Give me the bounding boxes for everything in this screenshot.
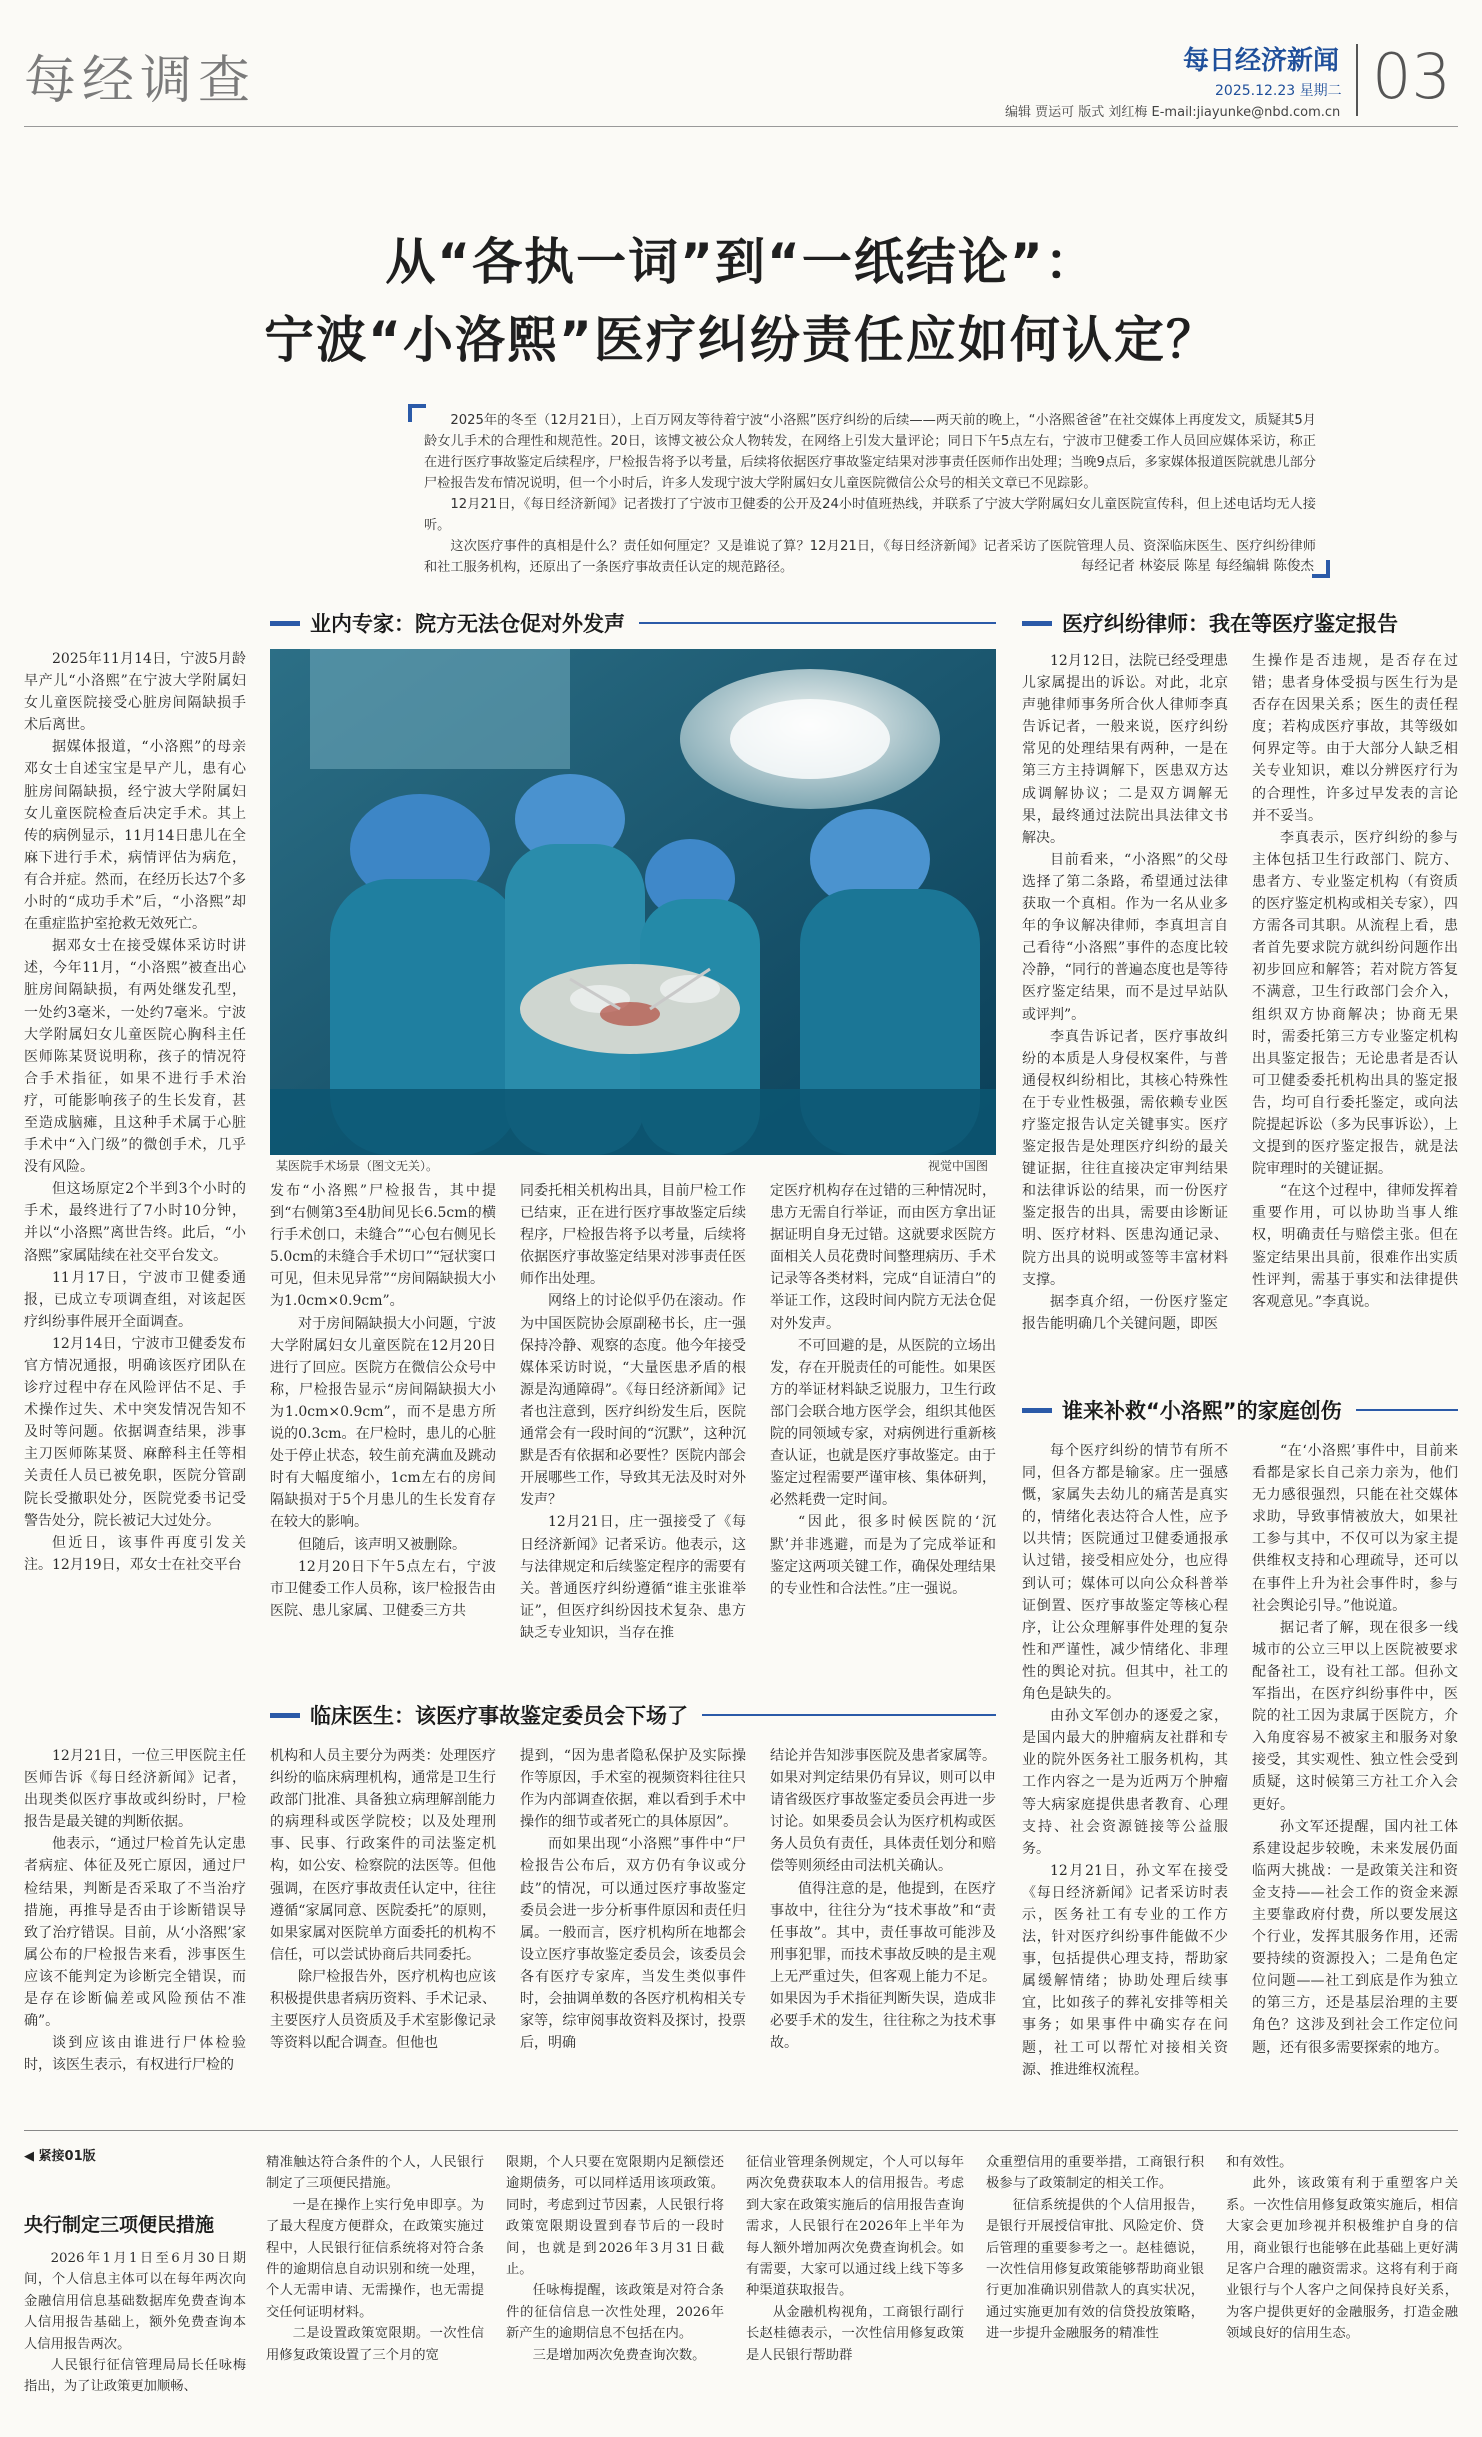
lead-box [408,404,1330,578]
lead-text [424,410,1316,578]
paragraph: 提到，“因为患者隐私保护及实际操作等原因，手术室的视频资料往往只作为内部调查依据，难以看到手术中操作的细节或者死亡的具体原因”。 [520,1748,746,1831]
header-divider [1356,44,1358,116]
paragraph: 但随后，该声明又被删除。 [298,1536,466,1553]
paragraph: 12月21日，孙文军在接受《每日经济新闻》记者采访时表示，医务社工有专业的工作方法，针对医疗纠纷事件能做不少事，包括提供心理支持，帮助家属缓解情绪；协助处理后续事宜，比如孩子的葬礼安排等相关事务；如果事件中确实存在问题，社工可以帮忙对接相关资源、推进维权流程。 [1022,1862,1228,2078]
paragraph: 每个医疗纠纷的情节有所不同，但各方都是输家。庄一强感慨，家属失去幼儿的痛苦是真实的，情绪化表达符合人性，应予以共情；医院通过卫健委通报承认过错，接受相应处分，也应得到认可；媒体可以向公众科普举证倒置、医疗事故鉴定等核心程序，让公众理解事件处理的复杂性和严谨性，减少情绪化、非理性的舆论对抗。但其中，社工的角色是缺失的。 [1022,1443,1228,1703]
heading-bar [270,1713,300,1718]
bottom-column-1 [24,2248,246,2434]
paragraph: 而如果出现“小洛熙”事件中“尸检报告公布后，双方仍有争议或分歧”的情况，可以通过医疗事故鉴定委员会进一步分析事件原因和责任归属。一般而言，医疗机构所在地都会设立医疗事故鉴定委员会，该委员会各有医疗专家库，当发生类似事件时，会抽调单数的各医疗机构相关专家等，综审阅事故资料及探讨，投票后，明确 [520,1836,746,2052]
paragraph: 李真表示，医疗纠纷的参与主体包括卫生行政部门、院方、患者方、专业鉴定机构（有资质的医疗鉴定机构或相关专家），四方需各司其职。从流程上看，患者首先要求院方就纠纷问题作出初步回应和解答；若对院方答复不满意，卫生行政部门会介入，组织双方协商解决；协商无果时，需委托第三方专业鉴定机构出具鉴定报告；无论患者是否认可卫健委委托机构出具的鉴定报告，均可自行委托鉴定，或向法院提起诉讼（多为民事诉讼），上文提到的医疗鉴定报告，就是法院审理时的关键证据。 [1252,829,1458,1178]
paragraph: 目前看来，“小洛熙”的父母选择了第二条路，希望通过法律获取一个真相。作为一名从业多年的争议解决律师，李真坦言自己看待“小洛熙”事件的态度比较冷静，“同行的普遍态度也是等待医疗鉴定结果，而不是过早站队或评判”。 [1022,851,1228,1023]
paragraph: 谈到应该由谁进行尸体检验时，该医生表示，有权进行尸检的 [24,2035,246,2074]
byline: 每经记者 林姿辰 陈星 每经编辑 陈俊杰 [1080,558,1314,574]
article-column-2 [270,1180,496,1664]
paragraph: 12月21日，一位三甲医院主任医师告诉《每日经济新闻》记者，出现类似医疗事故或纠纷时，尸检报告是最关键的判断依据。 [24,1748,246,1831]
headline-line-1: 从“各执一词”到“一纸结论”： [385,233,1097,291]
continued-from-marker: ◀ 紧接01版 [24,2149,96,2164]
bottom-column-5 [986,2152,1204,2434]
lead-paragraph: 2025年的冬至（12月21日），上百万网友等待着宁波“小洛熙”医疗纠纷的后续——两天前的晚上，“小洛熙爸爸”在社交媒体上再度发文，质疑其5月龄女儿手术的合理性和规范性。20日，该博文被公众人物转发，在网络上引发大量评论；同日下午5点左右，宁波市卫健委工作人员回应媒体采访，称正在进行医疗事故鉴定后续程序，尸检报告将予以考量，后续将依据医疗事故鉴定结果对涉事责任医师作出处理；当晚9点后，多家媒体报道医院就患儿部分尸检报告发布情况说明，但一个小时后，许多人发现宁波大学附属妇女儿童医院微信公众号的相关文章已不见踪影。 [424,413,1316,491]
surgery-scene-illustration [270,649,996,1155]
paragraph: 12月12日，法院已经受理患儿家属提出的诉讼。对此，北京声驰律师事务所合伙人律师李真告诉记者，一般来说，医疗纠纷常见的处理结果有两种，一是在第三方主持调解下，医患双方达成调解协议；二是双方调解无果，最终通过法院出具法律文书解决。 [1022,653,1228,846]
paragraph: 三是增加两次免费查询次数。 [532,2347,706,2363]
paragraph: “在‘小洛熙’事件中，目前来看都是家长自己亲力亲为，他们无力感很强烈，只能在社交媒体求助，导致事情被放大，如果社工参与其中，不仅可以为家主提供维权支持和心理疏导，还可以在事件上升为社会事件时，参与社会舆论引导。”他说道。 [1252,1443,1458,1614]
paragraph: 生操作是否违规，是否存在过错；患者身体受损与医生行为是否存在因果关系；医生的责任程度；若构成医疗事故，其等级如何界定等。由于大部分人缺乏相关专业知识，难以分辨医疗行为的合理性，许多过早发表的言论并不妥当。 [1252,653,1458,824]
article-column-8 [770,1745,996,2117]
lead-paragraph: 这次医疗事件的真相是什么？责任如何厘定？又是谁说了算？12月21日，《每日经济新闻》记者采访了医院管理人员、资深临床医生、医疗纠纷律师和社工服务机构，还原出了一条医疗事故责任认定的规范路径。 [424,539,1316,575]
article-column-4 [770,1180,996,1664]
section-heading-expert [270,608,996,638]
article-column-3 [520,1180,746,1664]
section-heading-lawyer [1022,608,1458,638]
heading-bar [1022,621,1052,626]
headline-line-2: 宁波“小洛熙”医疗纠纷责任应如何认定？ [264,311,1218,369]
paragraph: 网络上的讨论似乎仍在滚动。作为中国医院协会原副秘书长，庄一强保持冷静、观察的态度。他今年接受媒体采访时说，“大量医患矛盾的根源是沟通障碍”。《每日经济新闻》记者也注意到，医疗纠纷发生后，医院通常会有一段时间的“沉默”，这种沉默是否有依据和必要性？医院内部会开展哪些工作，导致其无法及时对外发声？ [520,1293,746,1509]
lead-paragraph: 12月21日，《每日经济新闻》记者拨打了宁波市卫健委的公开及24小时值班热线，并联系了宁波大学附属妇女儿童医院宣传科，但上述电话均无人接听。 [424,497,1316,533]
paragraph: 一是在操作上实行免申即享。为了最大程度方便群众，在政策实施过程中，人民银行征信系统将对符合条件的逾期信息自动识别和统一处理，个人无需申请、无需操作，也无需提交任何证明材料。 [266,2197,484,2320]
bottom-column-6 [1226,2152,1458,2434]
paragraph: 不可回避的是，从医院的立场出发，存在开脱责任的可能性。如果医方的举证材料缺乏说服力，卫生行政部门会联合地方医学会，组织其他医院的同领域专家，对病例进行重新核查认证，也就是医疗事故鉴定。由于鉴定过程需要严谨审核、集体研判，必然耗费一定时间。 [770,1337,996,1509]
section-heading-text: 医疗纠纷律师：我在等医疗鉴定报告 [1062,612,1398,636]
paragraph: 人民银行征信管理局局长任咏梅指出，为了让政策更加顺畅、 [24,2358,246,2395]
paragraph: 但近日，该事件再度引发关注。12月19日，邓女士在社交平台 [24,1534,246,1573]
heading-rule [1356,1409,1458,1411]
editors-line: 编辑 贾运可 版式 刘红梅 E-mail:jiayunke@nbd.com.cn [1005,105,1341,120]
paragraph: 12月14日，宁波市卫健委发布官方情况通报，明确该医疗团队在诊疗过程中存在风险评估不足、手术操作过失、术中突发情况告知不及时等问题。依据调查结果，涉事主刀医师陈某贤、麻醉科主任等相关责任人员已被免职，医院分管副院长受撤职处分，医院党委书记受警告处分，院长被记大过处分。 [24,1335,246,1529]
section-heading-text: 谁来补救“小洛熙”的家庭创伤 [1062,1399,1342,1423]
issue-date: 2025.12.23 星期二 [1215,83,1342,99]
section-heading-text: 临床医生：该医疗事故鉴定委员会下场了 [310,1704,688,1728]
photo-caption: 某医院手术场景（图文无关）。 [276,1159,439,1173]
paragraph: 12月20日下午5点左右，宁波市卫健委工作人员称，该尸检报告由医院、患儿家属、卫健委三方共 [270,1558,496,1619]
heading-rule [702,1714,996,1716]
article-column-7 [520,1745,746,2117]
paper-name: 每日经济新闻 [1183,46,1340,76]
paragraph: 限期，个人只要在宽限期内足额偿还逾期债务，可以同样适用该项政策。同时，考虑到过节因素，人民银行将政策宽限期设置到春节后的一段时间，也就是到2026年3月31日截止。 [506,2155,724,2278]
paragraph: 据李真介绍，一份医疗鉴定报告能明确几个关键问题，即医 [1022,1293,1228,1332]
paragraph: 和有效性。 [1226,2155,1293,2170]
paragraph: 从金融机构视角，工商银行副行长赵桂德表示，一次性信用修复政策是人民银行帮助群 [746,2304,964,2363]
paragraph: “在这个过程中，律师发挥着重要作用，可以协助当事人维权，明确责任与赔偿主张。但在鉴定结果出具前，很难作出实质性评判，需基于事实和法律提供客观意见。”李真说。 [1252,1183,1458,1310]
paragraph: 但这场原定2个半到3个小时的手术，最终进行了7小时10分钟，并以“小洛熙”离世告终。此后，“小洛熙”家属陆续在社交平台发文。 [24,1181,246,1264]
heading-bar [270,621,300,626]
paragraph: 此外，该政策有利于重塑客户关系。一次性信用修复政策实施后，相信大家会更加珍视并积极维护自身的信用，商业银行也能够在此基础上更好满足客户合理的融资需求。这将有利于商业银行与个人客户之间保持良好关系，为客户提供更好的金融服务，打造金融领域良好的信用生态。 [1226,2176,1458,2342]
paragraph: 据记者了解，现在很多一线城市的公立三甲以上医院被要求配备社工，设有社工部。但孙文军指出，在医疗纠纷事件中，医院的社工因为隶属于医院方，介入角度容易不被家主和服务对象接受，其实观性、独立性会受到质疑，这时候第三方社工介入会更好。 [1252,1619,1458,1813]
paragraph: 据邓女士在接受媒体采访时讲述，今年11月，“小洛熙”被查出心脏房间隔缺损，有两处继发孔型，一处约3毫米，一处约7毫米。宁波大学附属妇女儿童医院心胸科主任医师陈某贤说明称，孩子的情况符合手术指征，如果不进行手术治疗，可能影响孩子的生长发育，甚至造成脑瘫，且这种手术属于心脏手术中“入门级”的微创手术，几乎没有风险。 [24,938,246,1176]
article-column-6 [270,1745,496,2117]
surgery-photo [270,649,996,1155]
paragraph: 除尸检报告外，医疗机构也应该积极提供患者病历资料、手术记录、主要医疗人员资质及手术室影像记录等资料以配合调查。但他也 [270,1968,496,2052]
page-number: 03 [1372,40,1451,113]
paragraph: 他表示，“通过尸检首先认定患者病症、体征及死亡原因，通过尸检结果，判断是否采取了不当治疗措施，再推导是否由于诊断错误导致了治疗错误。目前，从‘小洛熙’家属公布的尸检报告来看，涉事医生应该不能判定为诊断完全错误，而是存在诊断偏差或风险预估不准确”。 [24,1836,246,2030]
article-column-12 [1252,1440,1458,2117]
bottom-column-4 [746,2152,964,2434]
paragraph: “因此，很多时候医院的‘沉默’并非逃避，而是为了完成举证和鉴定这两项关键工作，确保处理结果的专业性和合法性。”庄一强说。 [770,1514,996,1597]
section-title: 每经调查 [24,51,257,111]
paragraph: 据媒体报道，“小洛熙”的母亲邓女士自述宝宝是早产儿，患有心脏房间隔缺损，经宁波大学附属妇女儿童医院检查后决定手术。其上传的病例显示，11月14日患儿在全麻下进行手术，病情评估为病危，有合并症。然而，在经历长达7个多小时的“成功手术”后，“小洛熙”却在重症监护室抢救无效死亡。 [24,739,246,933]
section-heading-text: 业内专家：院方无法仓促对外发声 [310,612,625,636]
section-heading-clinician [270,1700,996,1730]
heading-bar [1022,1408,1052,1413]
header-rule [24,126,1458,127]
article-column-11 [1022,1440,1228,2117]
article-column-5 [24,1745,246,2117]
paragraph: 同委托相关机构出具，目前尸检工作已结束，正在进行医疗事故鉴定后续程序，尸检报告将予以考量，后续将依据医疗事故鉴定结果对涉事责任医师作出处理。 [520,1183,746,1288]
heading-rule [639,622,996,624]
article-column-10 [1252,650,1458,1378]
paragraph: 征信系统提供的个人信用报告，是银行开展授信审批、风险定价、贷后管理的重要参考之一。赵桂德说，一次性信用修复政策能够帮助商业银行更加准确识别借款人的真实状况，通过实施更加有效的信贷投放策略，进一步提升金融服务的精准性 [986,2197,1204,2342]
paragraph: 任咏梅提醒，该政策是对符合条件的征信信息一次性处理，2026年新产生的逾期信息不包括在内。 [506,2283,724,2342]
paragraph: 李真告诉记者，医疗事故纠纷的本质是人身侵权案件，与普通侵权纠纷相比，其核心特殊性在于专业性极强，需依赖专业医疗鉴定报告认定关键事实。医疗鉴定报告是处理医疗纠纷的最关键证据，往往直接决定审判结果和法律诉讼的结果，而一份医疗鉴定报告的出具，需要由诊断证明、医疗材料、医患沟通记录、院方出具的说明或签等丰富材料支撑。 [1022,1028,1228,1288]
paragraph: 2025年11月14日，宁波5月龄早产儿“小洛熙”在宁波大学附属妇女儿童医院接受心脏房间隔缺损手术后离世。 [24,651,246,734]
article-column-9 [1022,650,1228,1378]
section-heading-family [1022,1395,1458,1425]
bottom-article-headline: 央行制定三项便民措施 [24,2214,215,2236]
article-column-1 [24,648,246,1660]
paragraph: 二是设置政策宽限期。一次性信用修复政策设置了三个月的宽 [266,2326,484,2363]
paragraph: 发布“小洛熙”尸检报告，其中提到“右侧第3至4肋间见长6.5cm的横行手术创口，未缝合”“心包右侧见长5.0cm的未缝合手术切口”“冠状窦口可见，但未见异常”“房间隔缺损大小为1.0cm×0.9cm”。 [270,1183,496,1310]
paragraph: 征信业管理条例规定，个人可以每年两次免费获取本人的信用报告。考虑到大家在政策实施后的信用报告查询需求，人民银行在2026年上半年为每人额外增加两次免费查询机会。如有需要，大家可以通过线上线下等多种渠道获取报告。 [746,2155,964,2299]
bottom-divider [24,2130,1458,2131]
paragraph: 精准触达符合条件的个人，人民银行制定了三项便民措施。 [266,2155,484,2192]
bottom-column-3 [506,2152,724,2434]
paragraph: 12月21日，庄一强接受了《每日经济新闻》记者采访。他表示，这与法律规定和后续鉴定程序的需要有关。普通医疗纠纷遵循“谁主张谁举证”，但医疗纠纷因技术复杂、患方缺乏专业知识，当存在推 [520,1514,746,1641]
paragraph: 2026年1月1日至6月30日期间，个人信息主体可以在每年两次向金融信用信息基础数据库免费查询本人信用报告基础上，额外免费查询本人信用报告两次。 [24,2251,246,2352]
paragraph: 由孙文军创办的逐爱之家，是国内最大的肿瘤病友社群和专业的院外医务社工服务机构，其工作内容之一是为近两万个肿瘤等大病家庭提供患者教育、心理支持、社会资源链接等公益服务。 [1022,1708,1228,1857]
paragraph: 机构和人员主要分为两类：处理医疗纠纷的临床病理机构，通常是卫生行政部门批准、具备独立病理解剖能力的病理科或医学院校；以及处理刑事、民事、行政案件的司法鉴定机构，如公安、检察院的法医等。但他强调，在医疗事故责任认定中，往往遵循“家属同意、医院委托”的原则，如果家属对医院单方面委托的机构不信任，可以尝试协商后共同委托。 [270,1748,496,1963]
bottom-column-2 [266,2152,484,2434]
paragraph: 11月17日，宁波市卫健委通报，已成立专项调查组，对该起医疗纠纷事件展开全面调查。 [24,1269,246,1330]
paragraph: 定医疗机构存在过错的三种情况时，患方无需自行举证，而由医方拿出证据证明自身无过错。这就要求医院方面相关人员花费时间整理病历、手术记录等各类材料，完成“自证清白”的举证工作，这段时间内院方无法仓促对外发声。 [770,1183,996,1332]
paragraph: 孙文军还提醒，国内社工体系建设起步较晚，未来发展仍面临两大挑战：一是政策关注和资金支持——社会工作的资金来源主要靠政府付费，所以要发展这个行业，发挥其服务作用，还需要持续的资源投入；二是角色定位问题——社工到底是作为独立的第三方，还是基层治理的主要角色？这涉及到社会工作定位问题，还有很多需要探索的地方。 [1252,1818,1458,2056]
paragraph: 结论并告知涉事医院及患者家属等。如果对判定结果仍有异议，则可以申请省级医疗事故鉴定委员会再进一步讨论。如果委员会认为医疗机构或医务人员负有责任，具体责任划分和赔偿等则须经由司法机关确认。 [770,1748,996,1875]
paragraph: 众重塑信用的重要举措，工商银行积极参与了政策制定的相关工作。 [986,2155,1204,2192]
paragraph: 值得注意的是，他提到，在医疗事故中，往往分为“技术事故”和“责任事故”。其中，责任事故可能涉及刑事犯罪，而技术事故反映的是主观上无严重过失，但客观上能力不足。如果因为手术指征判断失误，造成非必要手术的发生，往往称之为技术事故。 [770,1880,996,2052]
paragraph: 对于房间隔缺损大小问题，宁波大学附属妇女儿童医院在12月20日进行了回应。医院方在微信公众号中称，尸检报告显示“房间隔缺损大小为1.0cm×0.9cm”，而不是患方所说的0.3cm。在尸检时，患儿的心脏处于停止状态，较生前充满血及跳动时有大幅度缩小，1cm左右的房间隔缺损对于5个月患儿的生长发育存在较大的影响。 [270,1315,496,1531]
photo-credit: 视觉中国图 [928,1159,989,1173]
